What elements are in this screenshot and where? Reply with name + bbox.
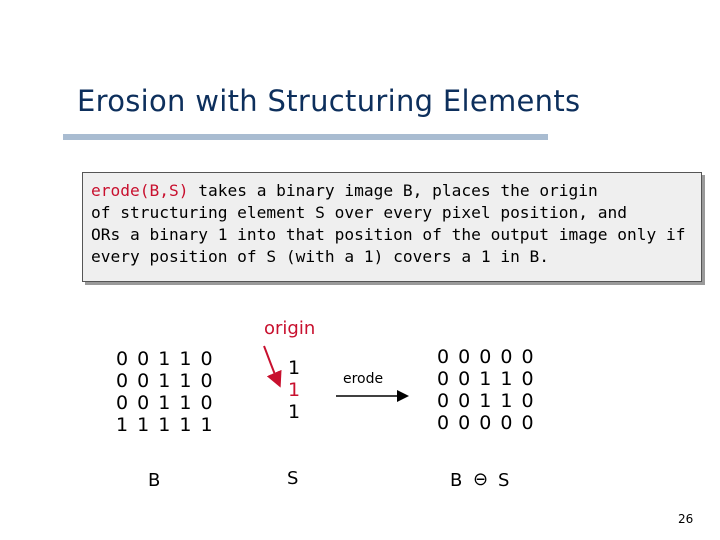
s-label: S [287,468,299,489]
erode-function-name: erode(B,S) [91,181,189,200]
definition-line-4: every position of S (with a 1) covers a 1 in B. [91,247,550,266]
origin-pointer-arrow [264,346,279,384]
s-row: 1 [288,401,302,423]
s-row-origin: 1 [288,379,302,401]
result-label-b: B [450,470,463,491]
matrix-b-label: B [148,470,161,491]
definition-line-2: of structuring element S over every pixel position, and [91,203,628,222]
page-number: 26 [678,512,694,526]
matrix-b-row: 1 1 1 1 1 [116,414,215,436]
erode-arrow-label: erode [343,371,384,387]
result-label-s: S [498,470,510,491]
matrix-b-row: 0 0 1 1 0 [116,370,215,392]
slide-title: Erosion with Structuring Elements [77,84,581,118]
matrix-b-row: 0 0 1 1 0 [116,392,215,414]
result-row: 0 0 0 0 0 [437,346,536,368]
result-row: 0 0 1 1 0 [437,390,536,412]
s-row: 1 [288,357,302,379]
matrix-b-row: 0 0 1 1 0 [116,348,215,370]
origin-label: origin [264,318,316,339]
definition-line-1: takes a binary image B, places the origin [188,181,598,200]
result-row: 0 0 1 1 0 [437,368,536,390]
definition-line-3: ORs a binary 1 into that position of the output image only if [91,225,686,244]
result-row: 0 0 0 0 0 [437,412,536,434]
erosion-operator-symbol: ⊖ [473,469,489,490]
